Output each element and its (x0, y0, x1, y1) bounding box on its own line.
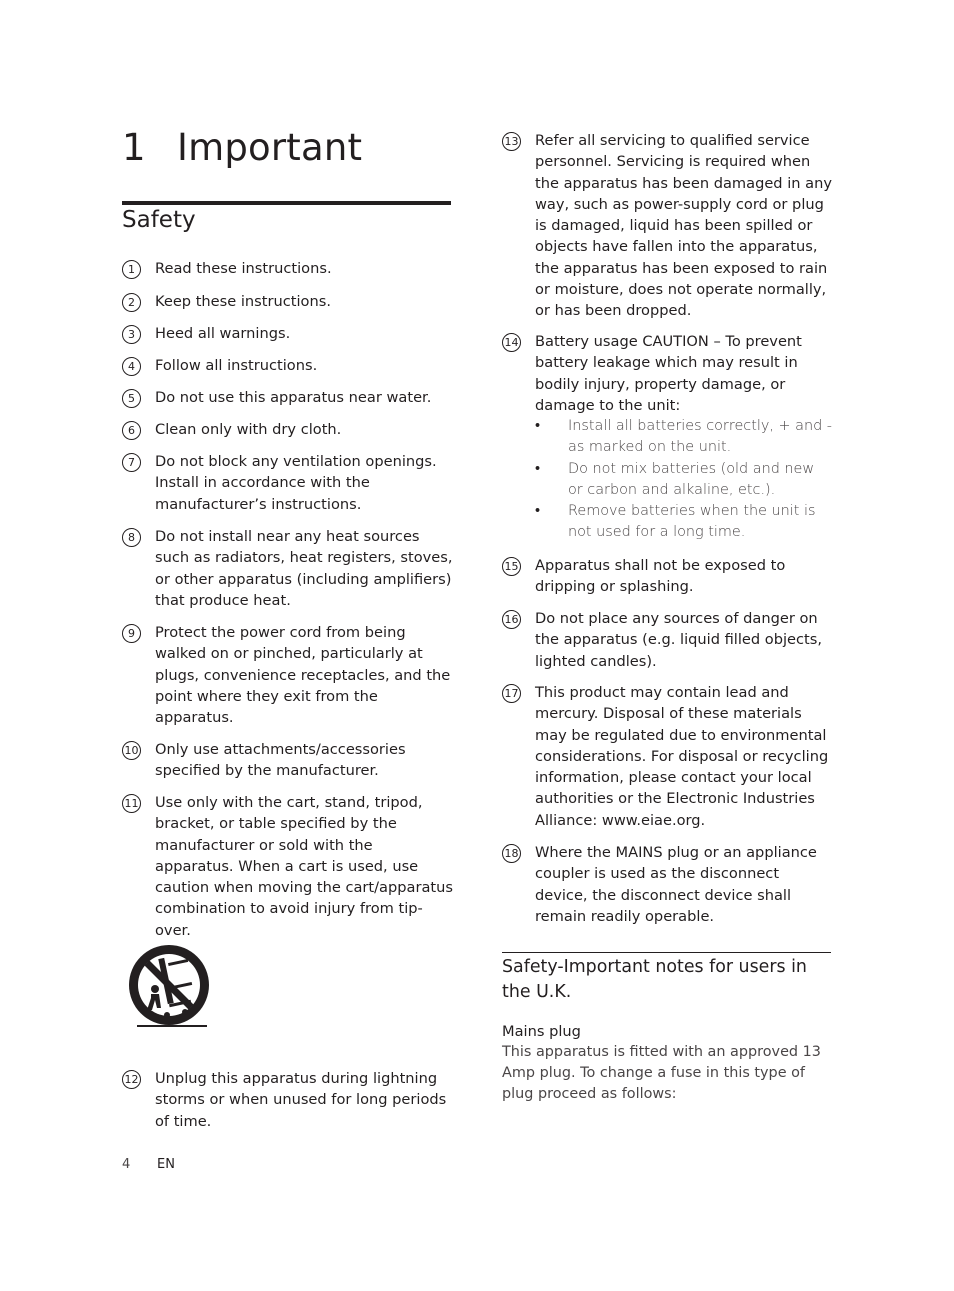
bullet-dot-icon: • (535, 460, 541, 477)
item-text: Clean only with dry cloth. (155, 421, 342, 438)
item-text-block (535, 331, 832, 543)
item-text: Only use attachments/accessories specified by the manufacturer. (155, 741, 406, 780)
chapter-title: Important (177, 126, 363, 169)
bullet-text: Install all batteries correctly, + and - as marked on the unit. (568, 418, 832, 456)
bullet-text: Do not mix batteries (old and new or carbon and alkaline, etc.). (568, 460, 815, 498)
language-code: EN (157, 1157, 175, 1172)
bullet-dot-icon: • (535, 503, 541, 519)
item-text: Do not block any ventilation openings. Install in accordance with the manufacturer’s instructions. (155, 453, 437, 513)
uk-notes-title: Safety-Important notes for users in the U.K. (502, 957, 807, 1002)
item-number: 8 (122, 528, 141, 547)
bullet-item (535, 459, 832, 501)
item-number: 16 (502, 610, 521, 629)
item-number: 5 (122, 389, 141, 408)
item-number: 12 (122, 1070, 141, 1089)
mains-plug-heading: Mains plug (502, 1023, 581, 1040)
item-text: Follow all instructions. (155, 357, 318, 374)
item-text: Refer all servicing to qualified service personnel. Servicing is required when the apparatus has been damaged in any way, such as power-supply cord or plug is damaged, liquid has been spilled or objects have fallen into the apparatus, the apparatus has been exposed to rain or moisture, does not operate normally, or has been dropped. (535, 132, 832, 320)
item-number: 9 (122, 624, 141, 643)
bullet-item (535, 501, 832, 543)
item-number: 2 (122, 293, 141, 312)
item-number: 7 (122, 453, 141, 472)
item-number: 15 (502, 557, 521, 576)
item-text: This product may contain lead and mercury. Disposal of these materials may be regulated due to environmental considerations. For disposal or recycling information, please contact your local authorities or the Electronic Industries Alliance: www.eiae.org. (535, 684, 829, 829)
bullet-dot-icon: • (535, 418, 541, 435)
item-text: Heed all warnings. (155, 325, 291, 342)
item-text: Apparatus shall not be exposed to dripping or splashing. (535, 557, 786, 596)
item-number: 18 (502, 844, 521, 863)
item-text: Battery usage CAUTION – To prevent battery leakage which may result in bodily injury, property damage, or damage to the unit: (535, 333, 802, 414)
item-text: Read these instructions. (155, 260, 332, 277)
item-number: 6 (122, 421, 141, 440)
item-text: Do not use this apparatus near water. (155, 389, 432, 406)
page-number: 4 (122, 1157, 131, 1172)
chapter-rule (122, 201, 451, 205)
item-text: Keep these instructions. (155, 293, 331, 310)
item-number: 4 (122, 357, 141, 376)
item-text: Do not install near any heat sources such as radiators, heat registers, stoves, or other apparatus (including amplifiers) that produce heat. (155, 528, 453, 609)
bullet-text: Remove batteries when the unit is not used for a long time. (568, 503, 816, 541)
item-text: Unplug this apparatus during lightning storms or when unused for long periods of time. (155, 1070, 447, 1130)
section-title: Safety (122, 207, 196, 233)
chapter-heading (122, 126, 362, 169)
item-number: 10 (122, 741, 141, 760)
section-rule (502, 952, 831, 953)
item-number: 14 (502, 333, 521, 352)
chapter-number: 1 (122, 126, 146, 169)
item-number: 17 (502, 684, 521, 703)
mains-plug-body: This apparatus is fitted with an approved 13 Amp plug. To change a fuse in this type of plug proceed as follows: (502, 1044, 821, 1103)
item-number: 13 (502, 132, 521, 151)
item-number: 3 (122, 325, 141, 344)
bullet-list (535, 416, 832, 543)
cart-tip-over-warning-icon (127, 944, 211, 1030)
item-text: Use only with the cart, stand, tripod, bracket, or table specified by the manufacturer or sold with the apparatus. When a cart is used, use caution when moving the cart/apparatus combination to avoid injury from tip-over. (155, 794, 453, 939)
item-text: Protect the power cord from being walked on or pinched, particularly at plugs, convenience receptacles, and the point where they exit from the apparatus. (155, 624, 451, 727)
item-number: 11 (122, 794, 141, 813)
bullet-item (535, 416, 832, 458)
item-text: Do not place any sources of danger on the apparatus (e.g. liquid filled objects, lighted candles). (535, 610, 822, 670)
item-text: Where the MAINS plug or an appliance coupler is used as the disconnect device, the disconnect device shall remain readily operable. (535, 844, 817, 925)
item-number: 1 (122, 260, 141, 279)
